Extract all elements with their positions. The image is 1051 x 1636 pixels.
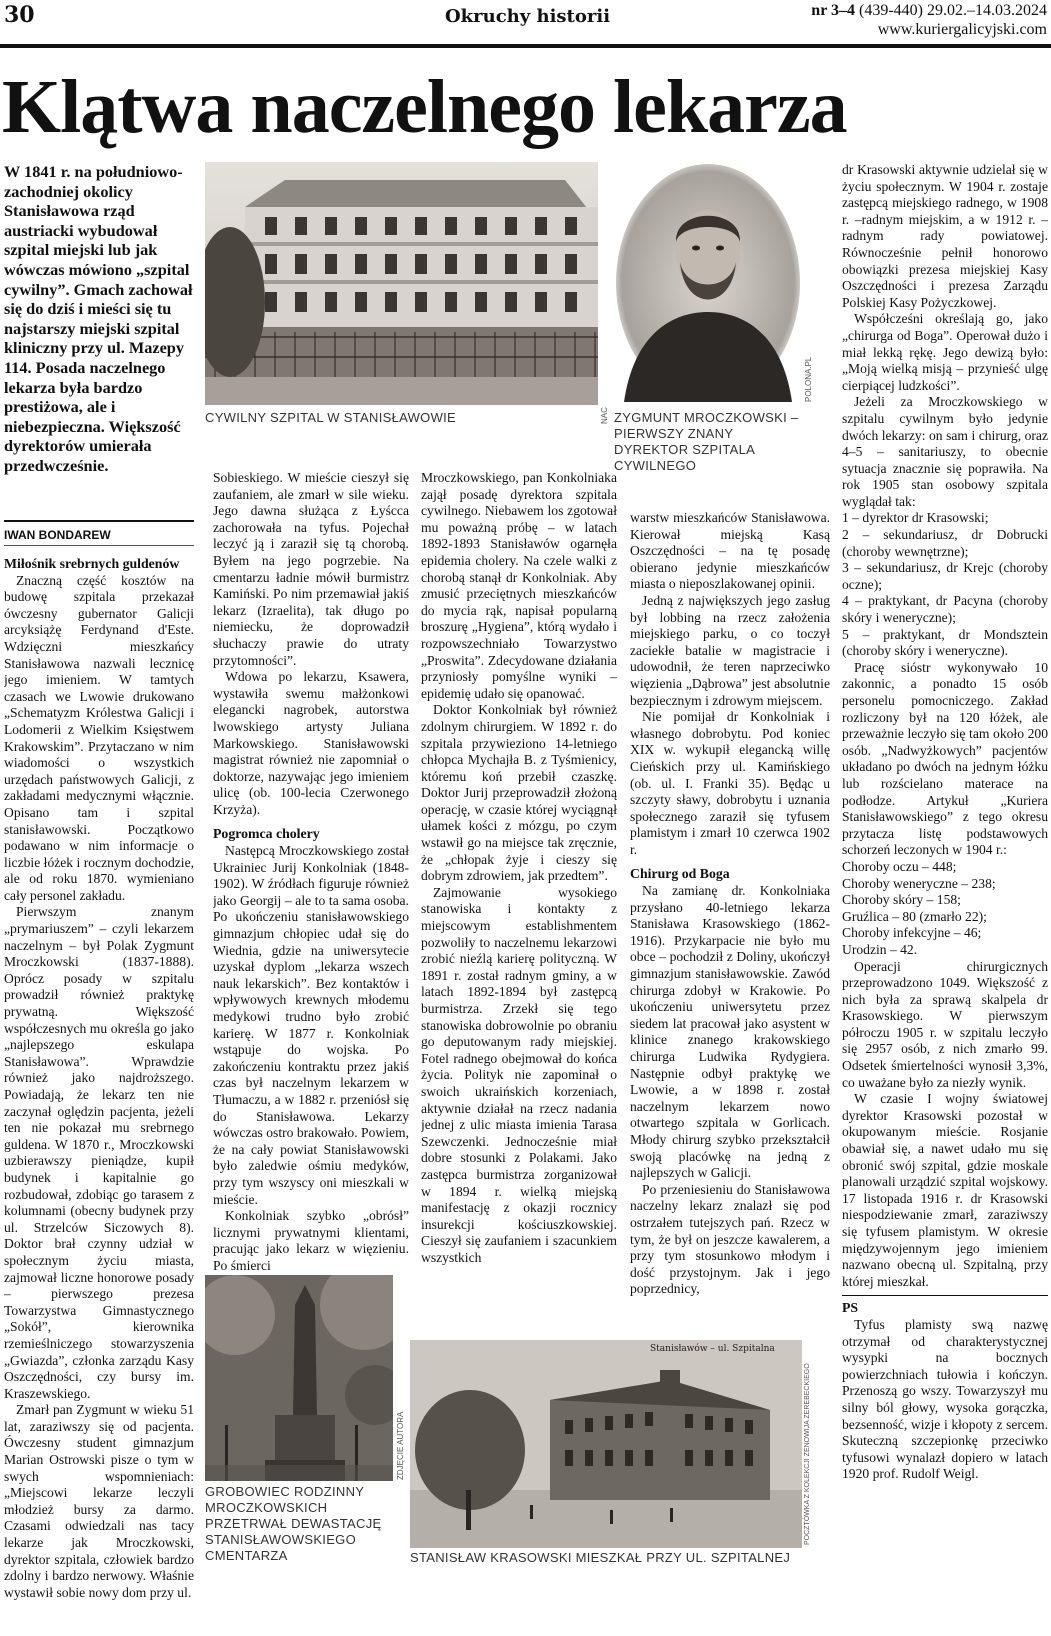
ps-heading: PS bbox=[842, 1300, 859, 1316]
column-3 bbox=[421, 470, 617, 1350]
staff-item: 2 – sekundariusz, dr Dobrucki (choroby wewnętrzne); bbox=[842, 527, 1048, 559]
column-2 bbox=[213, 470, 409, 1340]
col5-paragraph-4: Pracę sióstr wykonywało 10 zakonnic, a ponadto 15 osób personelu pomocniczego. Zakład rozliczony był na 120 łóżek, ale przeważnie leczyło się tam około 200 osób. „Nadwyżkowych” pacjentów układano po dwóch na jednym łóżku lub rozścielano materace na podłodze. Artykuł „Kuriera Stanisławowskiego” z tego okresu przytacza listę podstawowych schorzeń leczonych w 1904 r.: bbox=[842, 659, 1048, 858]
postcard-inscription: Stanisławów – ul. Szpitalna bbox=[650, 1344, 775, 1354]
disease-item: Urodzin – 42. bbox=[842, 941, 918, 957]
hospital-credit: NAC bbox=[600, 407, 609, 424]
disease-item: Choroby skóry – 158; bbox=[842, 892, 961, 908]
disease-item: Choroby infekcyjne – 46; bbox=[842, 925, 982, 941]
byline: IWAN BONDAREW bbox=[4, 520, 194, 546]
col5-paragraph-3: Jeżeli za Mroczkowskiego w szpitalu cywilnym było jedynie dwóch lekarzy: on sam i chirurg, oraz 4–5 – sanitariuszy, to obecnie sytuacja znacznie się poprawiła. Na rok 1905 stan osobowy szpitala wyglądał tak: bbox=[842, 394, 1048, 509]
disease-item: Gruźlica – 80 (zmarło 22); bbox=[842, 908, 987, 924]
subheading-cholera: Pogromca cholery bbox=[213, 826, 320, 842]
issue-dates: (439-440) 29.02.–14.03.2024 bbox=[855, 2, 1047, 19]
col3-paragraph-2: Doktor Konkolniak był również zdolnym chirurgiem. W 1892 r. do szpitala przywieziono 14-letniego chłopca Mychajła B. z Tyśmienicy, któremu koń przebił czaszkę. Doktor Jurij przeprowadził złożoną operację, w czasie której wyciągnął ułamek kości z mózgu, po czym wstawił go na miejsce tak zręcznie, że „chłopak żyje i cieszy się dobrym zdrowiem, jak przedtem”. bbox=[421, 702, 617, 884]
issue-number: nr 3–4 bbox=[811, 2, 856, 19]
tomb-caption: GROBOWIEC RODZINNY MROCZKOWSKICH PRZETRWAŁ DEWASTACJĘ STANISŁAWOWSKIEGO CMENTARZA bbox=[205, 1484, 382, 1563]
staff-item: 5 – praktykant, dr Mondsztein (choroby skóry i weneryczne). bbox=[842, 626, 1048, 659]
issue-info bbox=[811, 1, 1047, 39]
col3-paragraph-3: Zajmowanie wysokiego stanowiska i kontakty z miejscowym establishmentem pozwoliły to naczelnemu lekarzowi zrobić nieźlą karierę polityczną. W 1891 r. został radnym gminy, a w latach 1892-1894 był zastępcą burmistrza. Zrzekł się tego stanowiska dobrowolnie po obraniu go deputowanym rady miejskiej. Fotel radnego obejmował do końca życia. Polityk nie zapominał o swoich ukraińskich korzeniach, aktywnie działał na rzecz nadania jednej z ulic miasta imienia Tarasa Szewczenki. Jednocześnie miał dobre stosunki z Polakami. Jako zastępca burmistrza zorganizował w 1894 r. wielką miejską manifestację z okazji rocznicy insurekcji kościuszkowskiej. Cieszył się zaufaniem i szacunkiem wszystkich bbox=[421, 884, 617, 1265]
subheading-surgeon: Chirurg od Boga bbox=[630, 866, 730, 882]
col2-paragraph-4: Konkolniak szybko „obrósł” licznymi prywatnymi klientami, pracując jako lekarz w więzieniu. Po śmierci bbox=[213, 1208, 409, 1273]
col4-paragraph-1: warstw mieszkańców Stanisławowa. Kierował miejską Kasą Oszczędności – na tę posadę obierano jedynie mieszkańców miasta o nieposzlakowanej opinii. bbox=[630, 510, 830, 592]
hospital-caption: CYWILNY SZPITAL W STANISŁAWOWIE bbox=[205, 410, 457, 425]
staff-item: 4 – praktykant, dr Pacyna (choroby skóry i weneryczne); bbox=[842, 593, 1048, 626]
col3-paragraph-1: Mroczkowskiego, pan Konkolniaka zajął posadę dyrektora szpitala cywilnego. Niebawem los zgotował mu poważną próbę – w latach 1892-1893 Stanisławów ogarnęła epidemia cholery. Na czele walki z chorobą stanął dr Konkolniak. Aby zmusić przeciętnych mieszkańców do mycia rąk, napisał popularną broszurę „Hygiena”, którą wydało i rozpowszechniało Towarzystwo „Proswita”. Zdecydowane działania przyniosły pomyślne wyniki – epidemię udało się opanować. bbox=[421, 470, 617, 701]
col5-paragraph-2: Współcześni określają go, jako „chirurga od Boga”. Operował dużo i miał lekką rękę. Jego dewizą było: „Moją wielką misją – przynieść ulgę cierpiącej ludzkości”. bbox=[842, 311, 1048, 393]
subheading-guldens: Miłośnik srebrnych guldenów bbox=[4, 556, 180, 571]
col5-paragraph-6: W czasie I wojny światowej dyrektor Krasowski pozostał w okupowanym mieście. Rosjanie obawiał się, a nawet udało mu się obronić swój szpital, gdzie moskale planowali urządzić szpital wojskowy. 17 listopada 1916 r. dr Krasowski niespodziewanie zmarł, zaraziwszy się tyfusem plamistym. W okresie międzywojennym jego imieniem nazwano obecną ul. Szpitalną, przy której mieszkał. bbox=[842, 1091, 1048, 1289]
postcard-credit: POCZTÓWKA Z KOLEKCJI ZENOWIJA ZEREBECKIEGO bbox=[804, 1363, 811, 1545]
col4-paragraph-3: Nie pomijał dr Konkolniak i własnego dobrobytu. Pod koniec XIX w. wykupił elegancką willę Cieńskich przy ul. Kamińskiego (ob. ul. I. Franki 35). Będąc u szczyty sławy, dobrobytu i uznania społecznego zaraził się tyfusem plamistym i zmarł 10 czerwca 1902 r. bbox=[630, 709, 830, 857]
column-1 bbox=[4, 556, 194, 1634]
ps-paragraph: Tyfus plamisty swą nazwę otrzymał od charakterystycznej wysypki na bocznych powierzchniach tułowia i kończyn. Przenoszą go wszy. Towarzyszył mu silny ból głowy, wysoka gorączka, bezsenność, wizje i kłopoty z sercem. Skuteczną szczepionkę przeciwko tyfusowi wynalazł dopiero w latach 1920 prof. Rudolf Weigl. bbox=[842, 1316, 1048, 1482]
col2-paragraph-1: Sobieskiego. W mieście cieszył się zaufaniem, ale zmarł w sile wieku. Jego dawna służąca z Łyścca zachorowała na tyfus. Pojechał leczyć ją i zaraził się tą chorobą. Byłem na jego pogrzebie. Na cmentarzu ładnie mówił burmistrz Kamiński. Po nim przemawiał jakiś lekarz (Izraelita), tak długo po niemiecku, że doprowadził słuchaczy prawie do utraty przytomności”. bbox=[213, 470, 409, 668]
postcard-caption: STANISŁAW KRASOWSKI MIESZKAŁ PRZY UL. SZPITALNEJ bbox=[410, 1550, 791, 1565]
postcard-photo bbox=[410, 1340, 802, 1548]
disease-item: Choroby weneryczne – 238; bbox=[842, 875, 996, 891]
tomb-credit: ZDJĘCIE AUTORA bbox=[396, 1411, 405, 1480]
website-link[interactable]: www.kuriergalicyjski.com bbox=[877, 21, 1047, 38]
article-lead: W 1841 r. na południowo-zachodniej okolicy Stanisławowa rząd austriacki wybudował szpital miejski lub jak wówczas mówiono „szpital cywilny”. Gmach zachował się do dziś i mieści się tu najstarszy miejski szpital kliniczny przy ul. Mazepy 114. Posada naczelnego lekarza była bardzo prestiżowa, ale i niebezpieczna. Większość dyrektorów umierała przedwcześnie. bbox=[4, 162, 193, 475]
col4-paragraph-5: Po przeniesieniu do Stanisławowa naczelny lekarz znalazł się pod ostrzałem tutejszych pań. Rzecz w tym, że był on jeszcze kawalerem, a przy tym stosunkowo młodym i dość przystojnym. Jak i jego poprzednicy, bbox=[630, 1181, 830, 1297]
col4-paragraph-4: Na zamianę dr. Konkolniaka przysłano 40-letniego lekarza Stanisława Krasowskiego (1862-1916). Przykarpacie nie było mu obce – pochodził z Doliny, ukończył gimnazjum stanisławowskie. Zawód chirurga zdobył w Krakowie. Po ukończeniu uniwersytetu przez siedem lat pracował jako asystent w klinice znanego krakowskiego chirurga Ludwika Rydygiera. Następnie odbył praktykę we Lwowie, a w 1898 r. został naczelnym lekarzem nowo otwartego szpitala w Gorlicach. Młody chirurg szybko przekształcił swoją placówkę na jedną z najlepszych w Galicji. bbox=[630, 883, 830, 1181]
staff-item: 1 – dyrektor dr Krasowski; bbox=[842, 510, 989, 526]
portrait-caption: ZYGMUNT MROCZKOWSKI – PIERWSZY ZNANY DYREKTOR SZPITALA CYWILNEGO bbox=[614, 410, 799, 473]
section-title: Okruchy historii bbox=[445, 6, 611, 27]
page-header bbox=[0, 0, 1051, 48]
disease-item: Choroby oczu – 448; bbox=[842, 858, 957, 874]
col2-paragraph-3: Następcą Mroczkowskiego został Ukrainiec Jurij Konkolniak (1848-1902). W źródłach figuruje również jako Georgij – ale to ta sama osoba. Po ukończeniu stanisławowskiego gimnazjum chłopiec udał się do Wiednia, gdzie na uniwersytecie uzyskał dyplom „lekarza wszech nauk lekarskich”. Bez kontaktów i wpływowych krewnych młodemu medykowi trudno było zrobić karierę. W 1877 r. Konkolniak wstąpuje do wojska. Po zakończeniu kontraktu przez jakiś czas był naczelnym lekarzem w Tłumaczu, a w 1882 r. przeniósł się do Stanisławowa. Lekarzy wówczas ostro brakowało. Powiem, że na cały powiat Stanisławowski było zaledwie ośmiu medyków, przy tym wszyscy oni mieszkali w mieście. bbox=[213, 843, 409, 1207]
article-headline: Klątwa naczelnego lekarza bbox=[2, 65, 847, 149]
col2-paragraph-2: Wdowa po lekarzu, Ksawera, wystawiła swemu małżonkowi elegancki nagrobek, autorstwa lwowskiego artysty Juliana Markowskiego. Stanisławowski magistrat również nie zapomniał o doktorze, nazywając jego imieniem ulicę (ob. 100-lecia Czerwonego Krzyża). bbox=[213, 669, 409, 817]
portrait-photo bbox=[614, 162, 802, 404]
col1-paragraph-2: Pierwszym znanym „prymariuszem” – czyli lekarzem naczelnym – był Polak Zygmunt Mroczkowski (1837-1888). Oprócz posady w szpitalu prowadził również praktykę prywatną. Większość współczesnych mu określa go jako „najlepszego eskulapa Stanisławowa”. Wprawdzie również jako najdroższego. Powiadają, że lekarz ten nie zaczynał oględzin pacjenta, jeżeli ten nie pokazał mu srebrnego guldena. W 1870 r., Mroczkowski uzbierawszy pieniądze, kupił budynek i kapitalnie go rozbudował, zdobiąc go tarasem z kolumnami (obecny budynek przy ul. Strzelców Siczowych 8). Doktor brał czynny udział w społecznym życiu miasta, zajmował liczne honorowe posady – pierwszego prezesa Towarzystwa Gimnastycznego „Sokół”, kierownika rzemieślniczego stowarzyszenia „Gwiazda”, członka zarządu Kasy Oszczędności, czy bursy im. Kraszewskiego. bbox=[4, 904, 194, 1401]
col1-paragraph-3: Zmarł pan Zygmunt w wieku 51 lat, zaraziwszy się od pacjenta. Ówczesny student gimnazjum Marian Ostrowski pisze o tym w swych wspomnieniach: „Miejscowi lekarze leczyli młodzież bursy za darmo. Czasami odwiedzali nas tacy lekarze jak Mroczkowski, dyrektor szpitala, człowiek bardzo zdolny i bardzo nerwowy. Właśnie wystawił sobie nowy dom przy ul. bbox=[4, 1402, 194, 1600]
column-4 bbox=[630, 510, 830, 1350]
portrait-credit: POLONA.PL bbox=[804, 356, 813, 402]
col4-paragraph-2: Jedną z największych jego zasług był lobbing na rzecz założenia miejskiego parku, o co toczył zaciekłe batalie w magistracie i udowodnił, że teren naprzeciwko więzienia „Dąbrowa” jest absolutnie bezpiecznym i zdrowym miejscem. bbox=[630, 592, 830, 708]
col5-paragraph-1: dr Krasowski aktywnie udzielał się w życiu społecznym. W 1904 r. zostaje zastępcą miejskiego radnego, w 1908 r. –radnym miejskim, a w 1912 r. – radnym rady powiatowej. Równocześnie pełnił honorowo obowiązki prezesa miejskiej Kasy Oszczędności i prezesa Zarządu Polskiej Kasy Pożyczkowej. bbox=[842, 162, 1048, 310]
page-number: 30 bbox=[4, 2, 35, 28]
col1-paragraph-1: Znaczną część kosztów na budowę szpitala przekazał ówczesny gubernator Galicji arcyksiążę Ferdynand d'Este. Wdzięczni mieszkańcy Stanisławowa nazwali lecznicę jego imieniem. W tamtych czasach we Lwowie drukowano „Schematyzm Królestwa Galicji i Lodomerii z Wielkim Księstwem Krakowskim”. Przytaczano w nim wiadomości o wszystkich urzędach państwowych Galicji, z zakładami medycznymi włącznie. Opisano tam i szpital stanisławowski. Początkowo podawano w nim informacje o liczbie łóżek i rocznym dochodzie, ale od roku 1870. wymieniano cały personel zakładu. bbox=[4, 572, 194, 903]
col5-paragraph-5: Operacji chirurgicznych przeprowadzono 1049. Większość z nich była za sprawą skalpela dr Krasowskiego. W pierwszym półroczu 1905 r. w szpitalu leczyło się 2957 osób, z nich zmarło 99. Odsetek śmiertelności wynosił 3,3%, co uważane było za niezły wynik. bbox=[842, 958, 1048, 1090]
hospital-photo bbox=[205, 162, 598, 405]
staff-item: 3 – sekundariusz, dr Krejc (choroby oczne); bbox=[842, 560, 1048, 592]
column-5 bbox=[842, 162, 1048, 1634]
